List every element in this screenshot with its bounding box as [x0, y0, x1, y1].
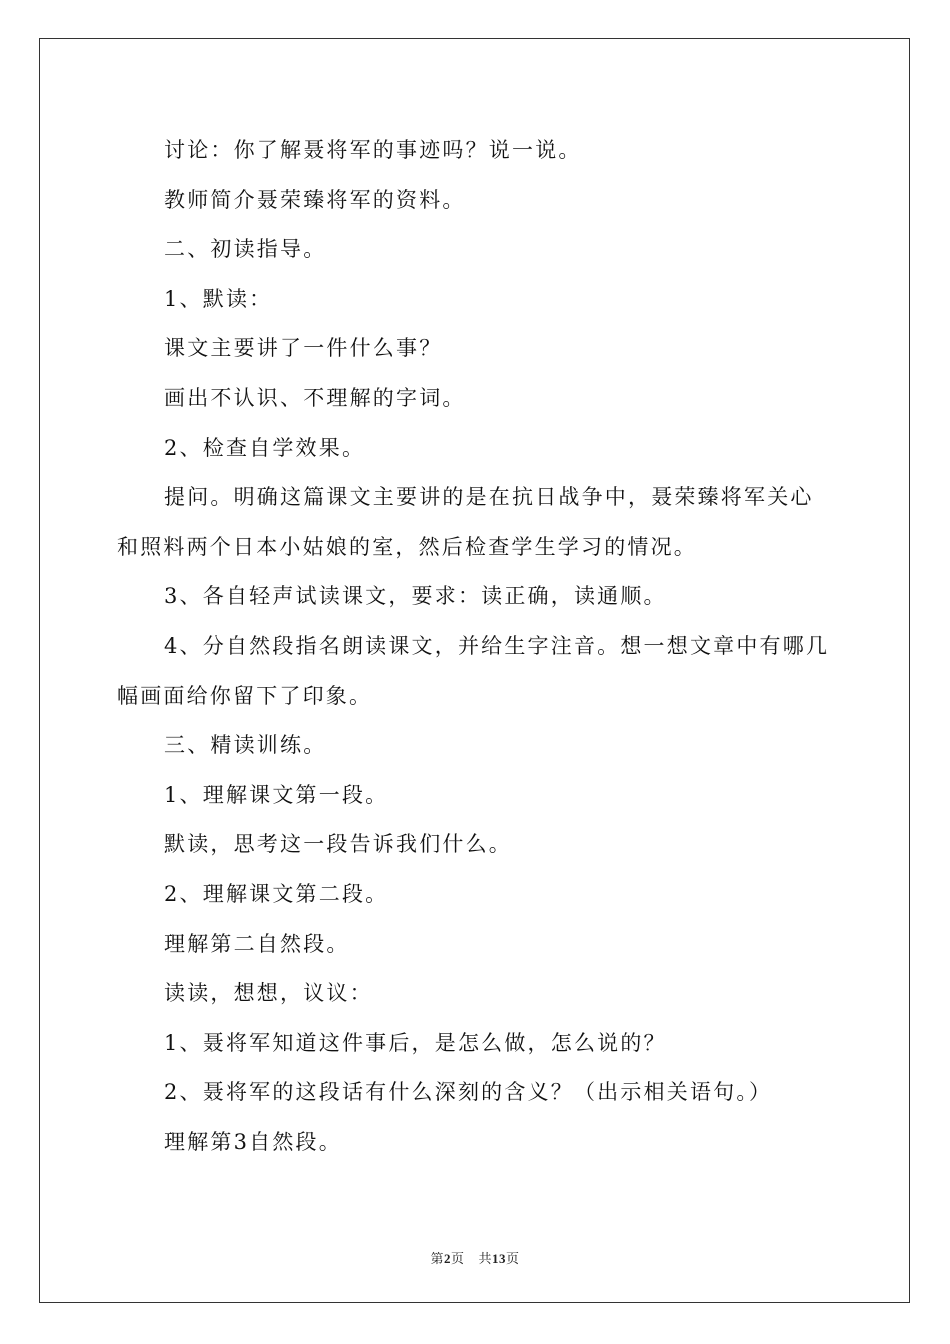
paragraph: 2、聂将军的这段话有什么深刻的含义？（出示相关语句。）	[164, 1080, 773, 1105]
paragraph: 2、检查自学效果。	[164, 435, 366, 460]
paragraph: 理解第3自然段。	[164, 1129, 342, 1154]
paragraph: 4、分自然段指名朗读课文，并给生字注音。想一想文章中有哪几幅画面给你留下了印象。	[117, 633, 830, 708]
paragraph: 2、理解课文第二段。	[164, 881, 389, 906]
paragraph: 默读，思考这一段告诉我们什么。	[164, 832, 512, 857]
paragraph: 画出不认识、不理解的字词。	[164, 385, 466, 410]
total-pages: 13	[492, 1251, 507, 1266]
total-prefix: 共	[478, 1252, 493, 1267]
paragraph: 1、理解课文第一段。	[164, 782, 389, 807]
paragraph: 教师简介聂荣臻将军的资料。	[164, 187, 466, 212]
paragraph: 1、聂将军知道这件事后，是怎么做，怎么说的？	[164, 1030, 667, 1055]
page-footer	[0, 1248, 950, 1267]
page-suffix: 页	[450, 1252, 465, 1267]
paragraph: 提问。明确这篇课文主要讲的是在抗日战争中，聂荣臻将军关心和照料两个日本小姑娘的室，然后检查学生学习的情况。	[117, 485, 814, 559]
section-heading: 二、初读指导。	[164, 237, 327, 262]
page-number: 2	[443, 1251, 451, 1266]
paragraph: 讨论：你了解聂将军的事迹吗？说一说。	[164, 138, 582, 162]
document-body	[117, 126, 833, 1167]
paragraph: 3、各自轻声试读课文，要求：读正确，读通顺。	[164, 584, 667, 609]
paragraph: 课文主要讲了一件什么事？	[164, 336, 443, 361]
total-suffix: 页	[506, 1252, 520, 1267]
paragraph: 读读，想想，议议：	[164, 981, 373, 1006]
section-heading: 三、精读训练。	[164, 733, 327, 758]
paragraph: 理解第二自然段。	[164, 931, 350, 956]
paragraph: 1、默读：	[164, 286, 273, 311]
page-prefix: 第	[430, 1252, 444, 1267]
